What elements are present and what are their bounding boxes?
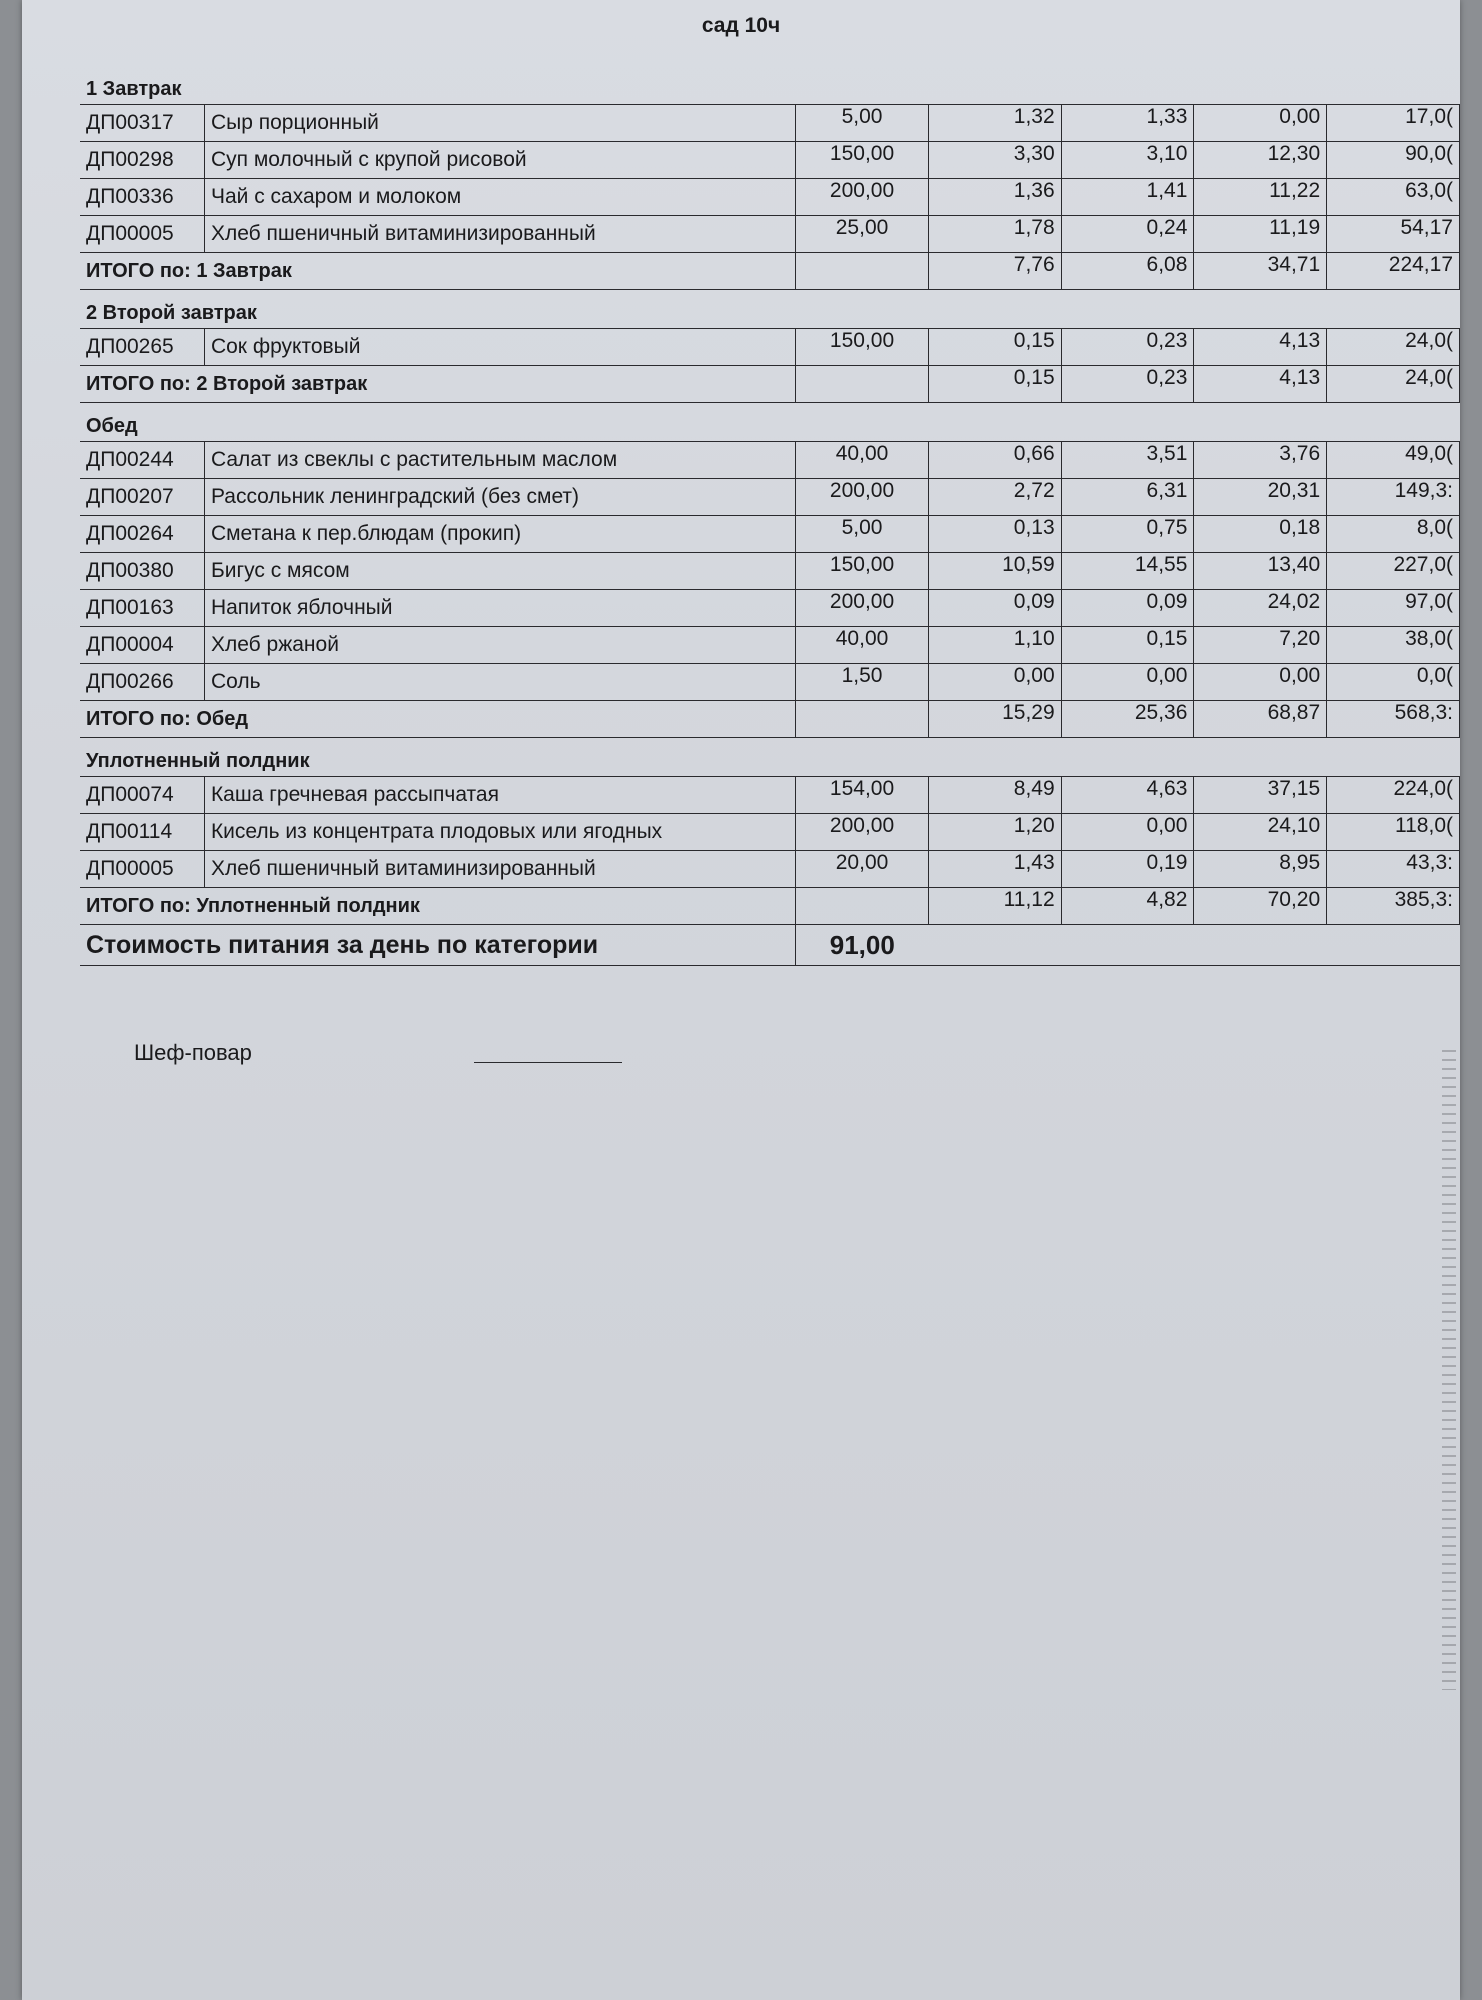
dish-quantity: 200,00 (796, 479, 929, 516)
total-protein: 7,76 (928, 253, 1061, 290)
dish-code: ДП00005 (80, 216, 204, 253)
total-fat: 0,23 (1061, 366, 1194, 403)
dish-name: Суп молочный с крупой рисовой (204, 142, 795, 179)
dish-name: Напиток яблочный (204, 590, 795, 627)
dish-protein: 10,59 (928, 553, 1061, 590)
total-label: ИТОГО по: 2 Второй завтрак (80, 366, 796, 403)
dish-carbs: 0,00 (1194, 105, 1327, 142)
dish-energy: 54,17 (1327, 216, 1460, 253)
daily-cost-label: Стоимость питания за день по категории (80, 925, 796, 966)
total-fat: 4,82 (1061, 888, 1194, 925)
dish-protein: 0,66 (928, 442, 1061, 479)
dish-energy: 118,0( (1327, 814, 1460, 851)
dish-protein: 3,30 (928, 142, 1061, 179)
dish-carbs: 7,20 (1194, 627, 1327, 664)
dish-energy: 149,3: (1327, 479, 1460, 516)
dish-quantity: 40,00 (796, 627, 929, 664)
total-carbs: 68,87 (1194, 701, 1327, 738)
total-row (80, 701, 1460, 738)
section-title: Уплотненный полдник (80, 738, 1460, 777)
dish-fat: 0,24 (1061, 216, 1194, 253)
dish-fat: 1,33 (1061, 105, 1194, 142)
section-header (80, 290, 1460, 329)
total-quantity-empty (796, 366, 929, 403)
total-energy: 224,17 (1327, 253, 1460, 290)
daily-cost-value: 91,00 (796, 925, 929, 966)
dish-name: Сок фруктовый (204, 329, 795, 366)
table-row (80, 590, 1460, 627)
dish-quantity: 5,00 (796, 516, 929, 553)
total-fat: 25,36 (1061, 701, 1194, 738)
total-row (80, 366, 1460, 403)
dish-quantity: 150,00 (796, 142, 929, 179)
table-row (80, 179, 1460, 216)
dish-name: Рассольник ленинградский (без смет) (204, 479, 795, 516)
dish-fat: 4,63 (1061, 777, 1194, 814)
dish-protein: 1,20 (928, 814, 1061, 851)
menu-table-body (80, 66, 1460, 966)
dish-code: ДП00317 (80, 105, 204, 142)
dish-energy: 90,0( (1327, 142, 1460, 179)
dish-name: Хлеб пшеничный витаминизированный (204, 851, 795, 888)
table-row (80, 216, 1460, 253)
dish-fat: 0,75 (1061, 516, 1194, 553)
dish-code: ДП00244 (80, 442, 204, 479)
total-quantity-empty (796, 888, 929, 925)
section-title: 1 Завтрак (80, 66, 1460, 105)
dish-quantity: 150,00 (796, 553, 929, 590)
dish-code: ДП00163 (80, 590, 204, 627)
dish-name: Кисель из концентрата плодовых или ягодных (204, 814, 795, 851)
dish-name: Хлеб ржаной (204, 627, 795, 664)
dish-quantity: 154,00 (796, 777, 929, 814)
dish-fat: 0,19 (1061, 851, 1194, 888)
dish-name: Каша гречневая рассыпчатая (204, 777, 795, 814)
section-title: 2 Второй завтрак (80, 290, 1460, 329)
dish-quantity: 25,00 (796, 216, 929, 253)
dish-code: ДП00336 (80, 179, 204, 216)
dish-fat: 3,10 (1061, 142, 1194, 179)
dish-fat: 0,00 (1061, 814, 1194, 851)
dish-protein: 1,10 (928, 627, 1061, 664)
dish-fat: 0,15 (1061, 627, 1194, 664)
scan-dot-pattern (1442, 1050, 1456, 1690)
dish-protein: 0,09 (928, 590, 1061, 627)
total-row (80, 888, 1460, 925)
dish-fat: 0,23 (1061, 329, 1194, 366)
dish-fat: 0,00 (1061, 664, 1194, 701)
dish-code: ДП00298 (80, 142, 204, 179)
dish-code: ДП00380 (80, 553, 204, 590)
dish-carbs: 11,19 (1194, 216, 1327, 253)
dish-code: ДП00266 (80, 664, 204, 701)
table-row (80, 329, 1460, 366)
dish-carbs: 13,40 (1194, 553, 1327, 590)
total-energy: 568,3: (1327, 701, 1460, 738)
section-header (80, 738, 1460, 777)
dish-code: ДП00005 (80, 851, 204, 888)
total-carbs: 4,13 (1194, 366, 1327, 403)
signature-line (474, 1062, 622, 1063)
document-page (22, 0, 1460, 2000)
table-row (80, 516, 1460, 553)
dish-carbs: 11,22 (1194, 179, 1327, 216)
dish-protein: 1,32 (928, 105, 1061, 142)
dish-carbs: 37,15 (1194, 777, 1327, 814)
dish-code: ДП00207 (80, 479, 204, 516)
dish-fat: 3,51 (1061, 442, 1194, 479)
dish-fat: 1,41 (1061, 179, 1194, 216)
dish-energy: 43,3: (1327, 851, 1460, 888)
dish-protein: 8,49 (928, 777, 1061, 814)
dish-energy: 38,0( (1327, 627, 1460, 664)
dish-code: ДП00265 (80, 329, 204, 366)
total-energy: 385,3: (1327, 888, 1460, 925)
dish-quantity: 20,00 (796, 851, 929, 888)
dish-protein: 1,78 (928, 216, 1061, 253)
dish-code: ДП00264 (80, 516, 204, 553)
dish-energy: 227,0( (1327, 553, 1460, 590)
dish-carbs: 8,95 (1194, 851, 1327, 888)
total-protein: 0,15 (928, 366, 1061, 403)
total-row (80, 253, 1460, 290)
dish-fat: 0,09 (1061, 590, 1194, 627)
table-row (80, 664, 1460, 701)
dish-protein: 0,13 (928, 516, 1061, 553)
dish-energy: 49,0( (1327, 442, 1460, 479)
dish-carbs: 0,00 (1194, 664, 1327, 701)
total-quantity-empty (796, 253, 929, 290)
table-row (80, 814, 1460, 851)
dish-quantity: 40,00 (796, 442, 929, 479)
dish-carbs: 0,18 (1194, 516, 1327, 553)
dish-quantity: 200,00 (796, 814, 929, 851)
daily-cost-row (80, 925, 1460, 966)
table-row (80, 442, 1460, 479)
dish-carbs: 24,02 (1194, 590, 1327, 627)
total-label: ИТОГО по: Обед (80, 701, 796, 738)
section-header (80, 66, 1460, 105)
dish-protein: 2,72 (928, 479, 1061, 516)
dish-carbs: 20,31 (1194, 479, 1327, 516)
dish-energy: 0,0( (1327, 664, 1460, 701)
table-row (80, 553, 1460, 590)
dish-fat: 14,55 (1061, 553, 1194, 590)
total-carbs: 34,71 (1194, 253, 1327, 290)
total-protein: 15,29 (928, 701, 1061, 738)
dish-protein: 0,00 (928, 664, 1061, 701)
dish-carbs: 24,10 (1194, 814, 1327, 851)
dish-quantity: 200,00 (796, 590, 929, 627)
dish-code: ДП00114 (80, 814, 204, 851)
table-row (80, 851, 1460, 888)
dish-name: Салат из свеклы с растительным маслом (204, 442, 795, 479)
total-energy: 24,0( (1327, 366, 1460, 403)
dish-quantity: 1,50 (796, 664, 929, 701)
menu-table (80, 66, 1460, 966)
total-fat: 6,08 (1061, 253, 1194, 290)
dish-name: Сметана к пер.блюдам (прокип) (204, 516, 795, 553)
dish-code: ДП00004 (80, 627, 204, 664)
total-protein: 11,12 (928, 888, 1061, 925)
dish-carbs: 12,30 (1194, 142, 1327, 179)
dish-name: Сыр порционный (204, 105, 795, 142)
dish-name: Бигус с мясом (204, 553, 795, 590)
total-label: ИТОГО по: Уплотненный полдник (80, 888, 796, 925)
table-row (80, 479, 1460, 516)
dish-name: Соль (204, 664, 795, 701)
table-row (80, 627, 1460, 664)
dish-energy: 97,0( (1327, 590, 1460, 627)
total-quantity-empty (796, 701, 929, 738)
dish-carbs: 4,13 (1194, 329, 1327, 366)
signature-label: Шеф-повар (134, 1040, 252, 1065)
total-carbs: 70,20 (1194, 888, 1327, 925)
dish-name: Чай с сахаром и молоком (204, 179, 795, 216)
table-row (80, 777, 1460, 814)
dish-fat: 6,31 (1061, 479, 1194, 516)
dish-code: ДП00074 (80, 777, 204, 814)
dish-energy: 24,0( (1327, 329, 1460, 366)
dish-energy: 224,0( (1327, 777, 1460, 814)
dish-quantity: 5,00 (796, 105, 929, 142)
dish-energy: 17,0( (1327, 105, 1460, 142)
dish-energy: 8,0( (1327, 516, 1460, 553)
dish-name: Хлеб пшеничный витаминизированный (204, 216, 795, 253)
dish-protein: 1,43 (928, 851, 1061, 888)
dish-energy: 63,0( (1327, 179, 1460, 216)
daily-cost-filler (928, 925, 1459, 966)
section-header (80, 403, 1460, 442)
dish-carbs: 3,76 (1194, 442, 1327, 479)
dish-quantity: 200,00 (796, 179, 929, 216)
dish-protein: 0,15 (928, 329, 1061, 366)
table-row (80, 142, 1460, 179)
dish-quantity: 150,00 (796, 329, 929, 366)
page-title: сад 10ч (701, 14, 781, 37)
dish-protein: 1,36 (928, 179, 1061, 216)
table-row (80, 105, 1460, 142)
section-title: Обед (80, 403, 1460, 442)
total-label: ИТОГО по: 1 Завтрак (80, 253, 796, 290)
